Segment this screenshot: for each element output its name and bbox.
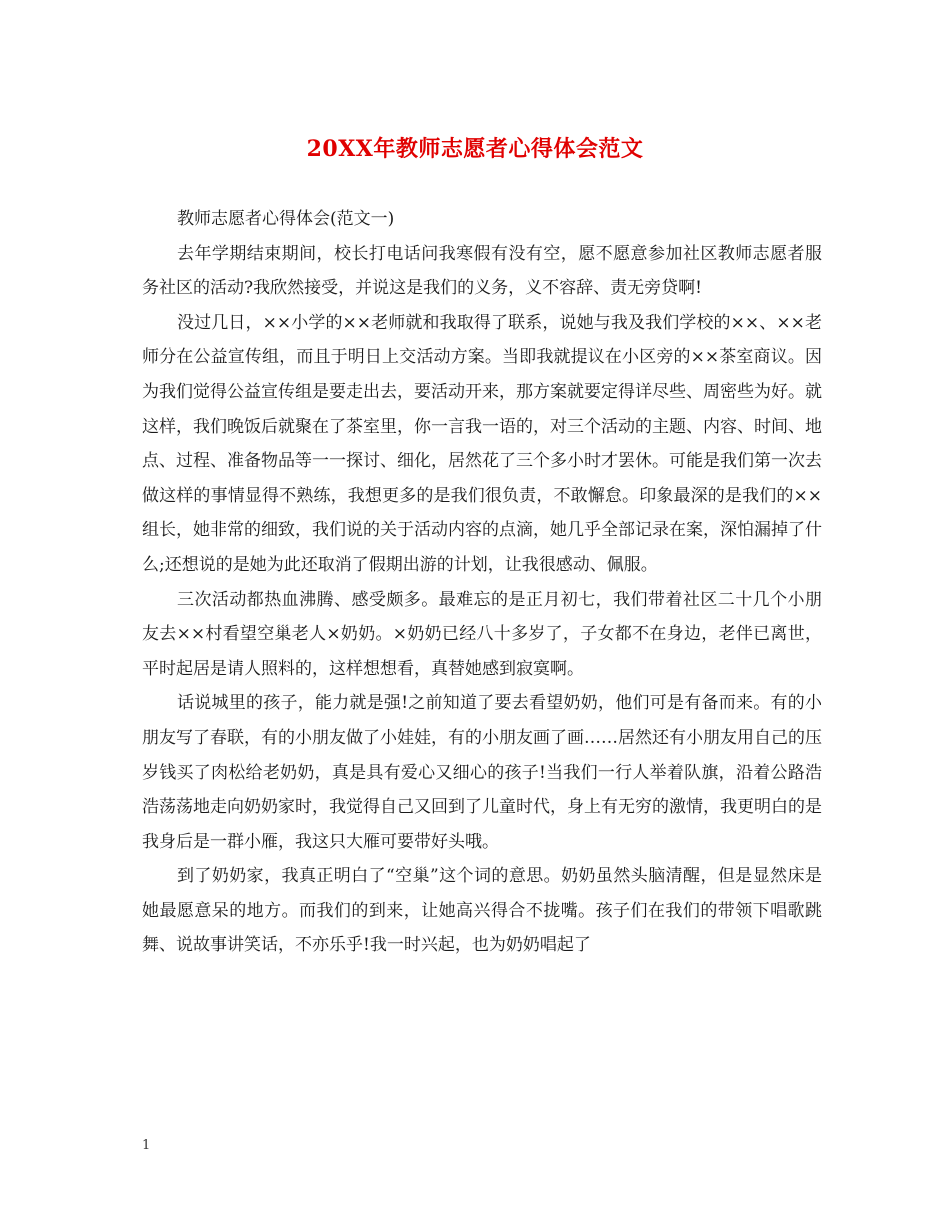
paragraph: 没过几日，××小学的××老师就和我取得了联系，说她与我及我们学校的××、××老师分在公益宣传组，而且于明日上交活动方案。当即我就提议在小区旁的××茶室商议。因为我们觉得公益宣传组是要走出去，要活动开来，那方案就要定得详尽些、周密些为好。就这样，我们晚饭后就聚在了茶室里，你一言我一语的，对三个活动的主题、内容、时间、地点、过程、准备物品等一一探讨、细化，居然花了三个多小时才罢休。可能是我们第一次去做这样的事情显得不熟练，我想更多的是我们很负责，不敢懈怠。印象最深的是我们的××组长，她非常的细致，我们说的关于活动内容的点滴，她几乎全部记录在案，深怕漏掉了什么;还想说的是她为此还取消了假期出游的计划，让我很感动、佩服。 <box>142 312 822 575</box>
paragraph: 话说城里的孩子，能力就是强!之前知道了要去看望奶奶，他们可是有备而来。有的小朋友写了春联，有的小朋友做了小娃娃，有的小朋友画了画……居然还有小朋友用自己的压岁钱买了肉松给老奶奶，真是具有爱心又细心的孩子!当我们一行人举着队旗，沿着公路浩浩荡荡地走向奶奶家时，我觉得自己又回到了儿童时代，身上有无穷的激情，我更明白的是我身后是一群小雁，我这只大雁可要带好头哦。 <box>142 693 822 852</box>
document-title: 20XX年教师志愿者心得体会范文 <box>306 136 644 162</box>
page-number: 1 <box>142 1138 151 1153</box>
section-heading: 教师志愿者心得体会(范文一) <box>177 209 395 229</box>
paragraph: 去年学期结束期间，校长打电话问我寒假有没有空，愿不愿意参加社区教师志愿者服务社区的活动?我欣然接受，并说这是我们的义务，义不容辞、责无旁贷啊! <box>142 243 822 299</box>
document-body <box>142 202 822 963</box>
paragraph: 三次活动都热血沸腾、感受颇多。最难忘的是正月初七，我们带着社区二十几个小朋友去××村看望空巢老人×奶奶。×奶奶已经八十多岁了，子女都不在身边，老伴已离世，平时起居是请人照料的，这样想想看，真替她感到寂寞啊。 <box>142 589 822 679</box>
paragraph: 到了奶奶家，我真正明白了“空巢”这个词的意思。奶奶虽然头脑清醒，但是显然床是她最愿意呆的地方。而我们的到来，让她高兴得合不拢嘴。孩子们在我们的带领下唱歌跳舞、说故事讲笑话，不亦乐乎!我一时兴起，也为奶奶唱起了 <box>142 866 822 956</box>
